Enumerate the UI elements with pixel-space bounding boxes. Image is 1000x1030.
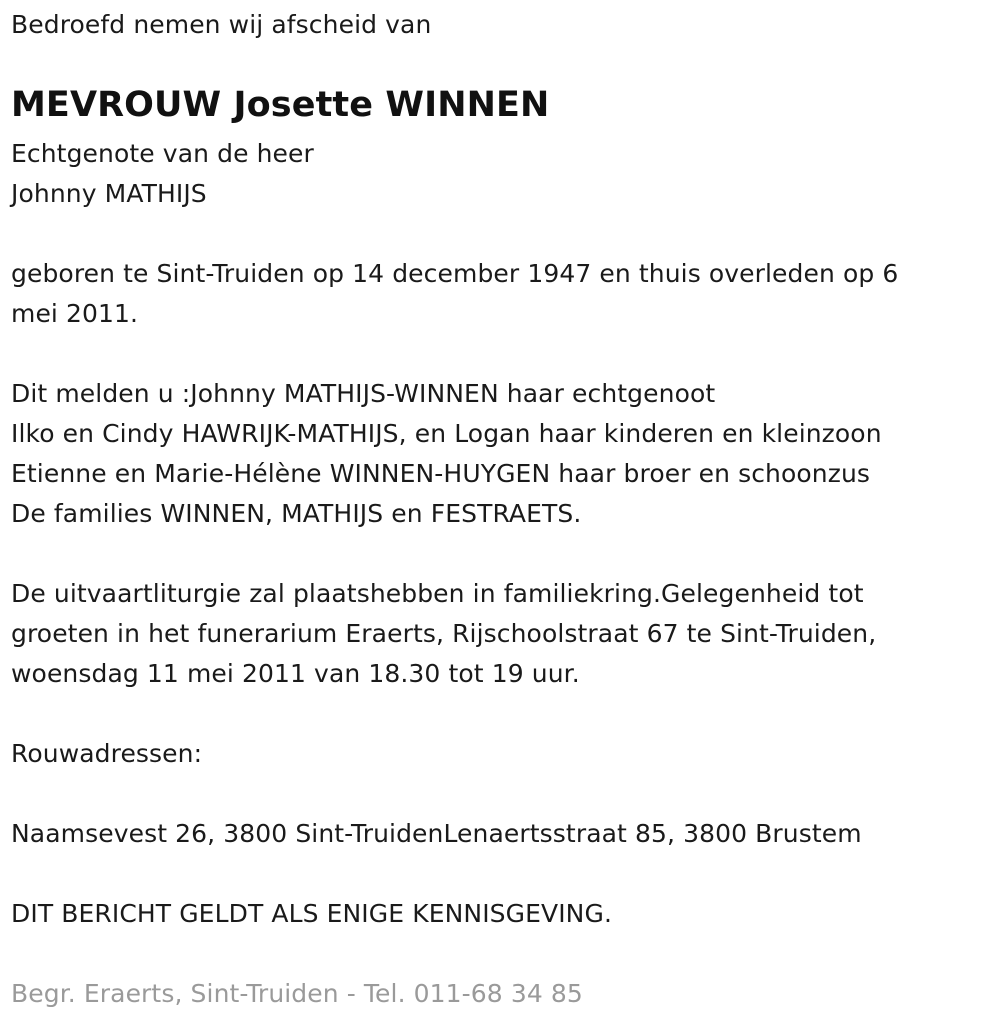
spouse-line-1: Echtgenote van de heer [11,139,314,168]
funeral-line: groeten in het funerarium Eraerts, Rijschoolstraat 67 te Sint-Truiden, [11,619,877,648]
addresses-text: Naamsevest 26, 3800 Sint-TruidenLenaertsstraat 85, 3800 Brustem [11,819,862,848]
funeral-home-footer: Begr. Eraerts, Sint-Truiden - Tel. 011-68 34 85 [11,979,583,1008]
spouse-line-2: Johnny MATHIJS [11,179,207,208]
family-line: De families WINNEN, MATHIJS en FESTRAETS. [11,499,582,528]
funeral-line: woensdag 11 mei 2011 van 18.30 tot 19 uur. [11,659,580,688]
birth-death-line-2: mei 2011. [11,299,139,328]
family-line: Ilko en Cindy HAWRIJK-MATHIJS, en Logan haar kinderen en kleinzoon [11,419,882,448]
addresses-heading: Rouwadressen: [11,739,203,768]
family-line: Etienne en Marie-Hélène WINNEN-HUYGEN haar broer en schoonzus [11,459,871,488]
birth-death-line-1: geboren te Sint-Truiden op 14 december 1947 en thuis overleden op 6 [11,259,899,288]
deceased-name: MEVROUW Josette WINNEN [11,85,550,125]
funeral-line: De uitvaartliturgie zal plaatshebben in familiekring.Gelegenheid tot [11,579,864,608]
family-line: Dit melden u :Johnny MATHIJS-WINNEN haar echtgenoot [11,379,716,408]
intro-text: Bedroefd nemen wij afscheid van [11,10,432,39]
notice-text: DIT BERICHT GELDT ALS ENIGE KENNISGEVING. [11,899,612,928]
